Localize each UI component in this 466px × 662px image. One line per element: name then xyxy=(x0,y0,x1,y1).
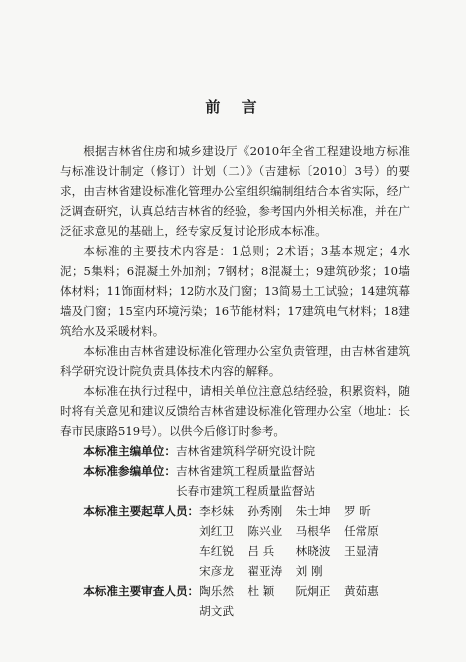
paragraph-contents: 本标准的主要技术内容是：1总则；2术语；3基本规定；4水泥；5集料；6混凝土外加剂；7钢材；8混凝土；9建筑砂浆；10墙体材料；11饰面材料；12防水及门窗；13简易土工试验；14建筑幕墙及门窗；15室内环境污染；16节能材料；17建筑电气材料；18建筑给水及采暖材料。 xyxy=(60,244,410,338)
reviewer-name: 陶乐然 xyxy=(199,584,234,598)
drafter-name: 罗 昕 xyxy=(343,504,371,518)
drafter-name: 刘 刚 xyxy=(295,564,323,578)
reviewers-names xyxy=(199,581,410,601)
paragraph-basis: 根据吉林省住房和城乡建设厅《2010年全省工程建设地方标准与标准设计制定（修订）计划（二）》（吉建标〔2010〕3号）的要求，由吉林省建设标准化管理办公室组织编制组结合本省实际，经广泛调查研究，认真总结吉林省的经验，参考国内外相关标准，并在广泛征求意见的基础上，经专家反复讨论形成本标准。 xyxy=(60,144,410,238)
drafter-name: 车红锐 xyxy=(199,544,234,558)
drafter-name: 任常原 xyxy=(343,524,379,538)
drafters-label: 本标准主要起草人员： xyxy=(83,504,200,518)
drafters-names xyxy=(199,501,410,581)
page-title: 前 言 xyxy=(205,98,265,116)
co-editor-unit: 吉林省建筑工程质量监督站 xyxy=(175,464,316,478)
co-editor-unit: 长春市建筑工程质量监督站 xyxy=(175,484,316,498)
co-editor-units xyxy=(176,461,410,501)
reviewers-row xyxy=(60,581,410,601)
chief-editor-label: 本标准主编单位： xyxy=(83,444,176,458)
drafter-name: 刘红卫 xyxy=(199,524,234,538)
co-editor-row xyxy=(60,461,410,501)
reviewer-name: 阮炯正 xyxy=(295,584,331,598)
chief-editor-unit: 吉林省建筑科学研究设计院 xyxy=(175,444,316,458)
paragraph-feedback: 本标准在执行过程中，请相关单位注意总结经验，积累资料，随时将有关意见和建议反馈给吉林省建设标准化管理办公室（地址：长春市民康路519号）。以供今后修订时参考。 xyxy=(60,384,410,438)
drafters-row xyxy=(60,501,410,581)
drafter-name: 翟亚涛 xyxy=(247,564,283,578)
drafter-name: 王显清 xyxy=(343,544,379,558)
reviewers-overflow-row xyxy=(60,601,410,621)
drafter-name: 吕 兵 xyxy=(247,544,275,558)
reviewers-label: 本标准主要审查人员： xyxy=(83,584,200,598)
drafter-name: 宋彦龙 xyxy=(199,564,234,578)
co-editor-label: 本标准参编单位： xyxy=(83,464,176,478)
reviewer-name: 胡文武 xyxy=(199,604,234,618)
drafter-name: 李杉妹 xyxy=(199,504,234,518)
reviewer-name: 黄茹惠 xyxy=(343,584,379,598)
credits-section xyxy=(60,441,410,621)
reviewer-name: 杜 颖 xyxy=(247,584,275,598)
drafter-name: 马根华 xyxy=(295,524,331,538)
drafter-name: 林晓波 xyxy=(295,544,331,558)
drafter-name: 陈兴业 xyxy=(247,524,283,538)
drafter-name: 孙秀刚 xyxy=(247,504,283,518)
drafter-name: 朱士坤 xyxy=(295,504,331,518)
paragraph-management: 本标准由吉林省建设标准化管理办公室负责管理，由吉林省建筑科学研究设计院负责具体技术内容的解释。 xyxy=(60,344,410,378)
chief-editor-row xyxy=(60,441,410,461)
